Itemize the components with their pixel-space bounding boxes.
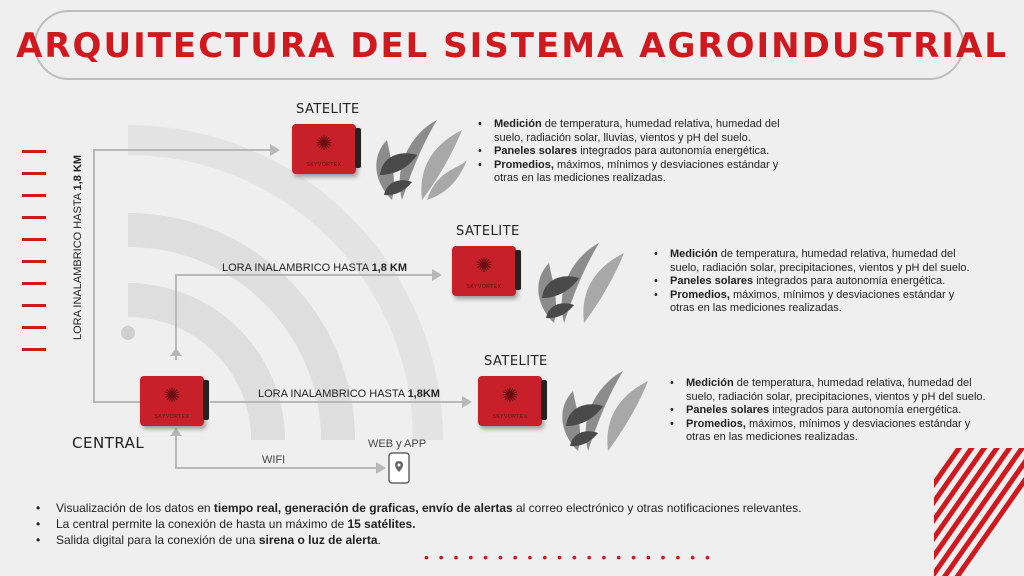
plant-icon (548, 356, 658, 456)
plant-icon (524, 228, 634, 328)
lora-link-label-2: LORA INALAMBRICO HASTA 1,8 KM (222, 262, 408, 274)
central-device: ✺ SKYVORTEX (140, 376, 204, 426)
central-features (36, 500, 801, 548)
smartphone-icon (388, 452, 410, 484)
satellite-2-features (654, 248, 974, 316)
vortex-logo-icon: ✺ (163, 385, 181, 407)
satellite-2-label: SATELITE (456, 224, 520, 239)
bottom-dots: • • • • • • • • • • • • • • • • • • • • (424, 549, 713, 565)
central-label: CENTRAL (72, 434, 145, 452)
list-item: • Salida digital para la conexión de una sirena o luz de alerta. (36, 532, 801, 548)
vertical-lora-label: LORA INALAMBRICO HASTA 1,8 KM (72, 154, 84, 340)
list-item: • Promedios, máximos, mínimos y desviaciones estándar y otras en las mediciones realizadas. (670, 418, 990, 445)
lora-link-label-3: LORA INALAMBRICO HASTA 1,8KM (258, 388, 440, 400)
list-item: • Medición de temperatura, humedad relativa, humedad del suelo, radiación solar, precipitaciones, vientos y pH del suelo. (654, 248, 974, 275)
satellite-3-features (670, 377, 990, 445)
satellite-1-device: ✺ SKYVORTEX (292, 124, 356, 174)
satellite-1-features (478, 118, 798, 186)
web-app-label: WEB y APP (368, 438, 427, 450)
page-title: ARQUITECTURA DEL SISTEMA AGROINDUSTRIAL (16, 26, 1008, 66)
satellite-3-label: SATELITE (484, 354, 548, 369)
list-item: • Promedios, máximos, mínimos y desviaciones estándar y otras en las mediciones realizadas. (478, 159, 798, 186)
list-item: • Medición de temperatura, humedad relativa, humedad del suelo, radiación solar, precipitaciones, vientos y pH del suelo. (670, 377, 990, 404)
vortex-logo-icon: ✺ (315, 133, 333, 155)
list-item: • Medición de temperatura, humedad relativa, humedad del suelo, radiación solar, lluvias, vientos y pH del suelo. (478, 118, 798, 145)
wifi-label: WIFI (262, 454, 286, 466)
list-item: • La central permite la conexión de hasta un máximo de 15 satélites. (36, 516, 801, 532)
vortex-logo-icon: ✺ (475, 255, 493, 277)
satellite-2-device: ✺ SKYVORTEX (452, 246, 516, 296)
list-item: • Paneles solares integrados para autonomía energética. (478, 145, 798, 159)
satellite-3-device: ✺ SKYVORTEX (478, 376, 542, 426)
list-item: • Visualización de los datos en tiempo real, generación de graficas, envío de alertas al correo electrónico y otras notificaciones relevantes. (36, 500, 801, 516)
list-item: • Paneles solares integrados para autonomía energética. (654, 275, 974, 289)
list-item: • Promedios, máximos, mínimos y desviaciones estándar y otras en las mediciones realizadas. (654, 289, 974, 316)
satellite-1-label: SATELITE (296, 102, 360, 117)
plant-icon (362, 100, 472, 210)
vortex-logo-icon: ✺ (501, 385, 519, 407)
list-item: • Paneles solares integrados para autonomía energética. (670, 404, 990, 418)
